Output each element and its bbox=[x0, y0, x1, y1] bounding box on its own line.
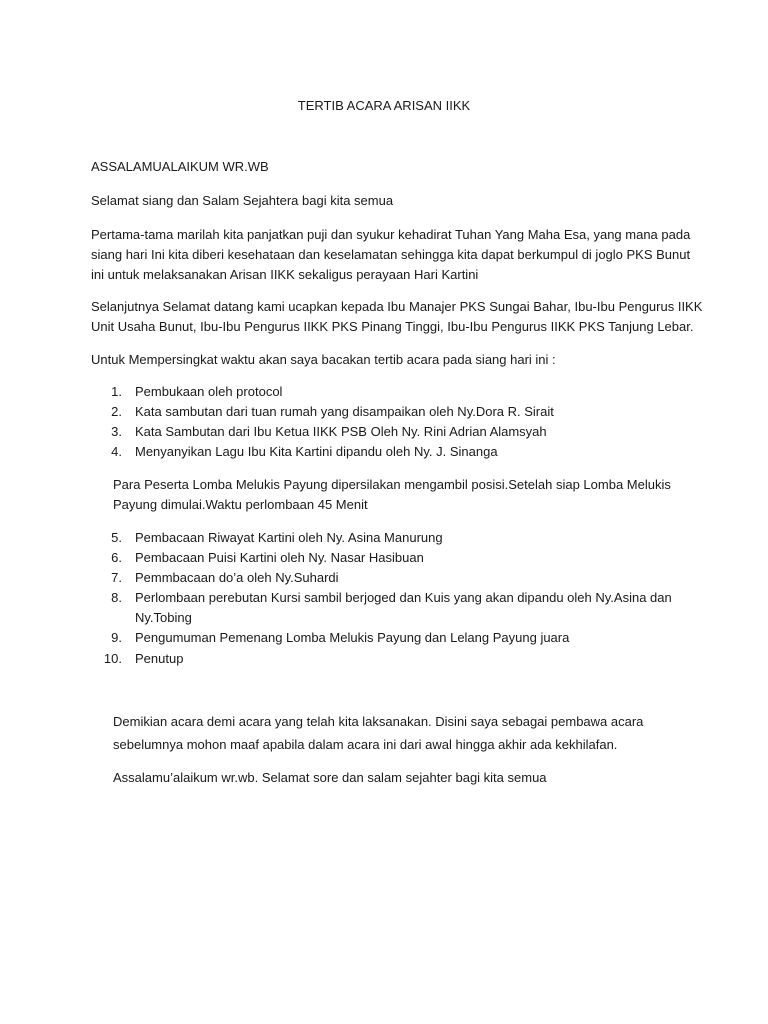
list-item-continuation: Ny.Tobing bbox=[135, 610, 192, 625]
list-item: Kata sambutan dari tuan rumah yang disampaikan oleh Ny.Dora R. Sirait bbox=[135, 404, 554, 419]
greeting: ASSALAMUALAIKUM WR.WB bbox=[91, 159, 269, 174]
list-item-number: 1. bbox=[111, 384, 122, 399]
list-item: Pengumuman Pemenang Lomba Melukis Payung dan Lelang Payung juara bbox=[135, 630, 570, 645]
list-item-number: 7. bbox=[111, 570, 122, 585]
list-item: Perlombaan perebutan Kursi sambil berjoged dan Kuis yang akan dipandu oleh Ny.Asina dan bbox=[135, 590, 672, 605]
list-item-number: 10. bbox=[103, 651, 122, 666]
list-item: Menyanyikan Lagu Ibu Kita Kartini dipandu oleh Ny. J. Sinanga bbox=[135, 444, 498, 459]
list-item: Penutup bbox=[135, 651, 184, 666]
paragraph-1-line-1: Pertama-tama marilah kita panjatkan puji dan syukur kehadirat Tuhan Yang Maha Esa, yang mana pada bbox=[91, 227, 691, 242]
list-item: Pembacaan Riwayat Kartini oleh Ny. Asina Manurung bbox=[135, 530, 443, 545]
list-item-number: 4. bbox=[111, 444, 122, 459]
closing-line-1: Demikian acara demi acara yang telah kita laksanakan. Disini saya sebagai pembawa acara bbox=[113, 714, 644, 729]
list-item-number: 5. bbox=[111, 530, 122, 545]
list-item-number: 9. bbox=[111, 630, 122, 645]
list-item-number: 3. bbox=[111, 424, 122, 439]
paragraph-1-line-2: siang hari Ini kita diberi kesehataan dan keselamatan sehingga kita dapat berkumpul di joglo PKS Bunut bbox=[91, 247, 691, 262]
intro-text: Untuk Mempersingkat waktu akan saya bacakan tertib acara pada siang hari ini : bbox=[91, 352, 556, 367]
salutation: Selamat siang dan Salam Sejahtera bagi kita semua bbox=[91, 193, 394, 208]
paragraph-2-line-2: Unit Usaha Bunut, Ibu-Ibu Pengurus IIKK PKS Pinang Tinggi, Ibu-Ibu Pengurus IIKK PKS Tanjung Lebar. bbox=[91, 319, 694, 334]
list-item: Pemmbacaan do’a oleh Ny.Suhardi bbox=[135, 570, 339, 585]
list-item: Pembacaan Puisi Kartini oleh Ny. Nasar Hasibuan bbox=[135, 550, 424, 565]
note-line-2: Payung dimulai.Waktu perlombaan 45 Menit bbox=[113, 497, 368, 512]
paragraph-1-line-3: ini untuk melaksanakan Arisan IIKK sekaligus perayaan Hari Kartini bbox=[91, 267, 479, 282]
list-item: Kata Sambutan dari Ibu Ketua IIKK PSB Oleh Ny. Rini Adrian Alamsyah bbox=[135, 424, 547, 439]
list-item-number: 8. bbox=[111, 590, 122, 605]
paragraph-2-line-1: Selanjutnya Selamat datang kami ucapkan kepada Ibu Manajer PKS Sungai Bahar, Ibu-Ibu Pengurus IIKK bbox=[91, 299, 703, 314]
list-item-number: 2. bbox=[111, 404, 122, 419]
note-line-1: Para Peserta Lomba Melukis Payung dipersilakan mengambil posisi.Setelah siap Lomba Melukis bbox=[113, 477, 671, 492]
closing-line-2: sebelumnya mohon maaf apabila dalam acara ini dari awal hingga akhir ada kekhilafan. bbox=[113, 737, 618, 752]
document-title: TERTIB ACARA ARISAN IIKK bbox=[297, 98, 471, 113]
farewell: Assalamu’alaikum wr.wb. Selamat sore dan salam sejahter bagi kita semua bbox=[113, 770, 547, 785]
list-item: Pembukaan oleh protocol bbox=[135, 384, 283, 399]
list-item-number: 6. bbox=[111, 550, 122, 565]
